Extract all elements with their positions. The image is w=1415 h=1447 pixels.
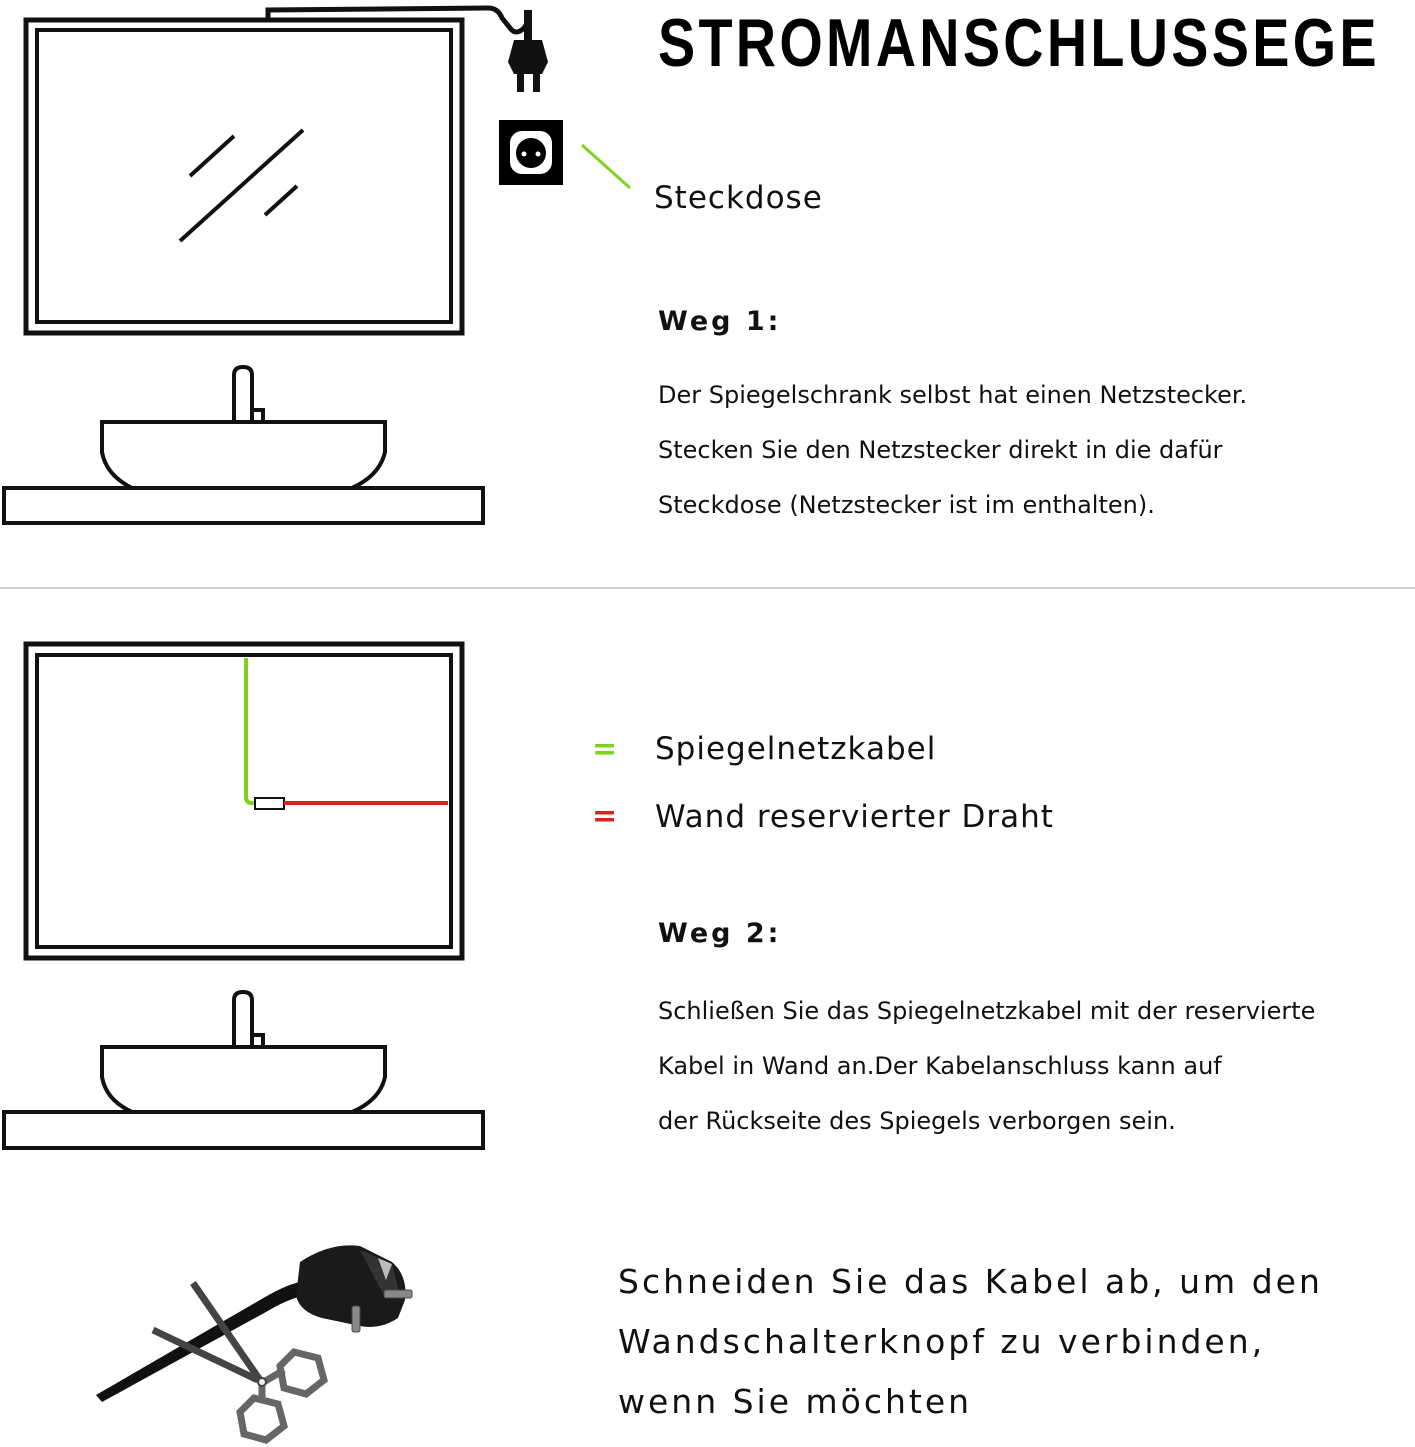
section-divider (0, 587, 1415, 589)
sink-icon (4, 1047, 483, 1148)
legend-green-label: Spiegelnetzkabel (655, 731, 937, 767)
socket-icon (499, 120, 563, 185)
section2-line: Schließen Sie das Spiegelnetzkabel mit der reservierte (658, 997, 1316, 1025)
socket-pointer (582, 145, 630, 188)
mirror-icon (26, 20, 462, 333)
section3-line: wenn Sie möchten (618, 1382, 973, 1421)
section2-line: der Rückseite des Spiegels verborgen sein. (658, 1107, 1176, 1135)
legend-red-mark: = (592, 799, 618, 834)
section2-paragraph (658, 984, 1315, 1149)
faucet-icon (234, 992, 263, 1047)
cable-connector (255, 798, 284, 809)
plug-icon (508, 10, 548, 92)
legend-red-label: Wand reservierter Draht (655, 799, 1054, 835)
section2-heading: Weg 2: (658, 918, 782, 949)
scissors-icon (153, 1283, 324, 1440)
socket-label: Steckdose (654, 180, 823, 216)
section2-line: Kabel in Wand an.Der Kabelanschluss kann auf (658, 1052, 1222, 1080)
section1-heading: Weg 1: (658, 306, 782, 337)
sink-icon (4, 422, 483, 523)
section3-line: Schneiden Sie das Kabel ab, um den (618, 1262, 1323, 1301)
section3-paragraph (618, 1252, 1323, 1432)
section1-line: Der Spiegelschrank selbst hat einen Netzstecker. (658, 381, 1248, 409)
legend-green-mark: = (592, 732, 618, 767)
section1-line: Steckdose (Netzstecker ist im enthalten). (658, 491, 1155, 519)
section3-line: Wandschalterknopf zu verbinden, (618, 1322, 1266, 1361)
section1-line: Stecken Sie den Netzstecker direkt in die dafür (658, 436, 1223, 464)
mirror-power-cable (246, 658, 256, 803)
faucet-icon (234, 367, 263, 422)
page-title: STROMANSCHLUSSEGE (658, 5, 1380, 81)
section1-paragraph (658, 368, 1247, 533)
